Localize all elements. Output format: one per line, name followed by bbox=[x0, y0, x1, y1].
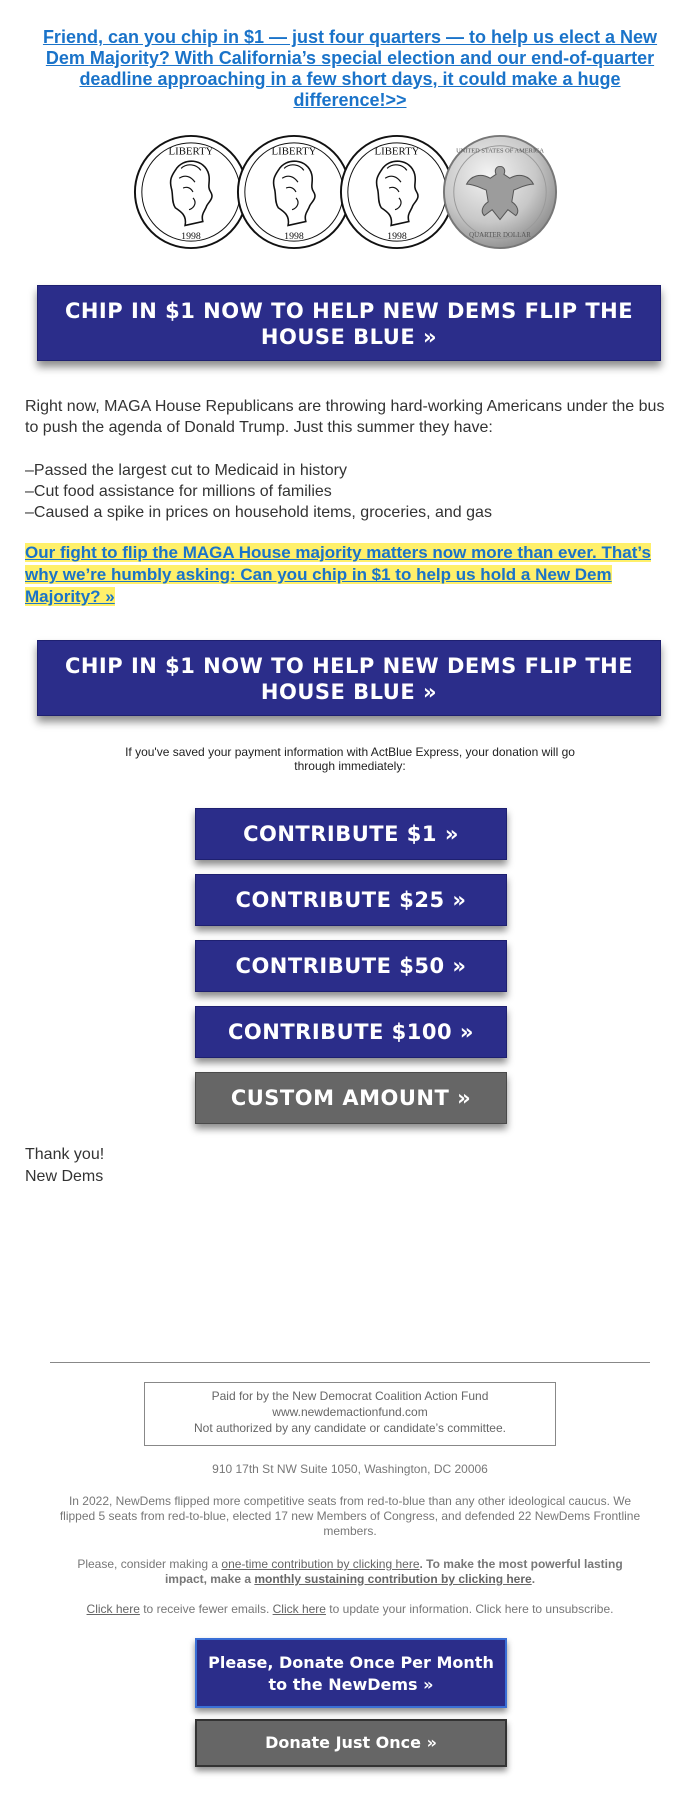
contribute-50-button[interactable]: CONTRIBUTE $50 » bbox=[195, 940, 507, 992]
about-newdems: In 2022, NewDems flipped more competitive seats from red-to-blue than any other ideological caucus. We flipped 5 seats from red-to-blue, elected 17 new Members of Congress, and defended 22 NewDems Frontline members. bbox=[59, 1494, 641, 1538]
signoff-thanks: Thank you! bbox=[25, 1146, 105, 1163]
svg-text:QUARTER DOLLAR: QUARTER DOLLAR bbox=[469, 232, 531, 240]
contribute-1-button[interactable]: CONTRIBUTE $1 » bbox=[195, 808, 507, 860]
coin-image-row[interactable] bbox=[25, 127, 675, 257]
consider-suffix: . bbox=[531, 1572, 536, 1586]
quarter-front-icon bbox=[132, 133, 250, 251]
bullet-list bbox=[25, 460, 675, 523]
donate-once-button[interactable]: Donate Just Once » bbox=[195, 1719, 507, 1767]
list-item: –Caused a spike in prices on household items, groceries, and gas bbox=[25, 504, 492, 521]
svg-text:LIBERTY: LIBERTY bbox=[168, 145, 214, 158]
footer-divider bbox=[50, 1362, 650, 1363]
email-preferences bbox=[55, 1602, 645, 1617]
intro-paragraph: Right now, MAGA House Republicans are throwing hard-working Americans under the bus to push the agenda of Donald Trump. Just this summer they have: bbox=[25, 398, 665, 436]
headline-donate-link[interactable]: Friend, can you chip in $1 — just four quarters — to help us elect a New Dem Majority? With California’s special election and our end-of-quarter deadline approaching in a few short days, it could make a huge difference!>> bbox=[42, 27, 658, 110]
quarter-eagle-back-icon bbox=[441, 133, 559, 251]
svg-text:UNITED STATES OF AMERICA: UNITED STATES OF AMERICA bbox=[456, 147, 544, 155]
svg-text:1998: 1998 bbox=[284, 231, 304, 243]
update-info-text: to update your information. Click here to unsubscribe. bbox=[325, 1602, 614, 1616]
disclaimer-line: Paid for by the New Democrat Coalition Action Fund bbox=[211, 1389, 489, 1403]
list-item: –Cut food assistance for millions of families bbox=[25, 483, 332, 500]
quarter-front-icon bbox=[338, 133, 456, 251]
signoff bbox=[25, 1144, 104, 1188]
svg-text:LIBERTY: LIBERTY bbox=[374, 145, 420, 158]
consider-prefix: Please, consider making a bbox=[77, 1557, 222, 1571]
paid-for-disclaimer bbox=[144, 1382, 556, 1446]
list-item: –Passed the largest cut to Medicaid in history bbox=[25, 462, 347, 479]
svg-text:1998: 1998 bbox=[387, 231, 407, 243]
highlight-paragraph bbox=[25, 542, 675, 608]
quarter-front-icon bbox=[235, 133, 353, 251]
consider-middle: . To make the most powerful lasting impact, make a bbox=[164, 1557, 623, 1586]
email-body bbox=[25, 0, 675, 1752]
fewer-emails-link[interactable]: Click here bbox=[86, 1602, 140, 1616]
svg-text:1998: 1998 bbox=[181, 231, 201, 243]
contribution-options bbox=[55, 1557, 645, 1587]
update-info-link[interactable]: Click here bbox=[272, 1602, 326, 1616]
disclaimer-line: Not authorized by any candidate or candidate’s committee. bbox=[194, 1421, 506, 1435]
chip-in-button-bottom[interactable]: CHIP IN $1 NOW TO HELP NEW DEMS FLIP THE HOUSE BLUE » bbox=[37, 640, 661, 716]
donate-monthly-button[interactable]: Please, Donate Once Per Month to the NewDems » bbox=[195, 1638, 507, 1708]
chip-in-button-top[interactable]: CHIP IN $1 NOW TO HELP NEW DEMS FLIP THE HOUSE BLUE » bbox=[37, 285, 661, 361]
contribute-100-button[interactable]: CONTRIBUTE $100 » bbox=[195, 1006, 507, 1058]
highlight-donate-link[interactable]: Our fight to flip the MAGA House majority matters now more than ever. That’s why we’re humbly asking: Can you chip in $1 to help us hold a New Dem Majority? » bbox=[25, 543, 651, 606]
mailing-address: 910 17th St NW Suite 1050, Washington, DC 20006 bbox=[212, 1462, 488, 1476]
signoff-name: New Dems bbox=[25, 1168, 104, 1185]
actblue-express-note: If you've saved your payment information with ActBlue Express, your donation will go through immediately: bbox=[125, 745, 575, 773]
one-time-contribution-link[interactable]: one-time contribution by clicking here bbox=[221, 1557, 420, 1571]
svg-text:LIBERTY: LIBERTY bbox=[271, 145, 317, 158]
fewer-emails-text: to receive fewer emails. bbox=[139, 1602, 273, 1616]
custom-amount-button[interactable]: CUSTOM AMOUNT » bbox=[195, 1072, 507, 1124]
disclaimer-line: www.newdemactionfund.com bbox=[272, 1405, 428, 1419]
contribute-25-button[interactable]: CONTRIBUTE $25 » bbox=[195, 874, 507, 926]
monthly-contribution-link[interactable]: monthly sustaining contribution by clicking here bbox=[254, 1572, 532, 1586]
